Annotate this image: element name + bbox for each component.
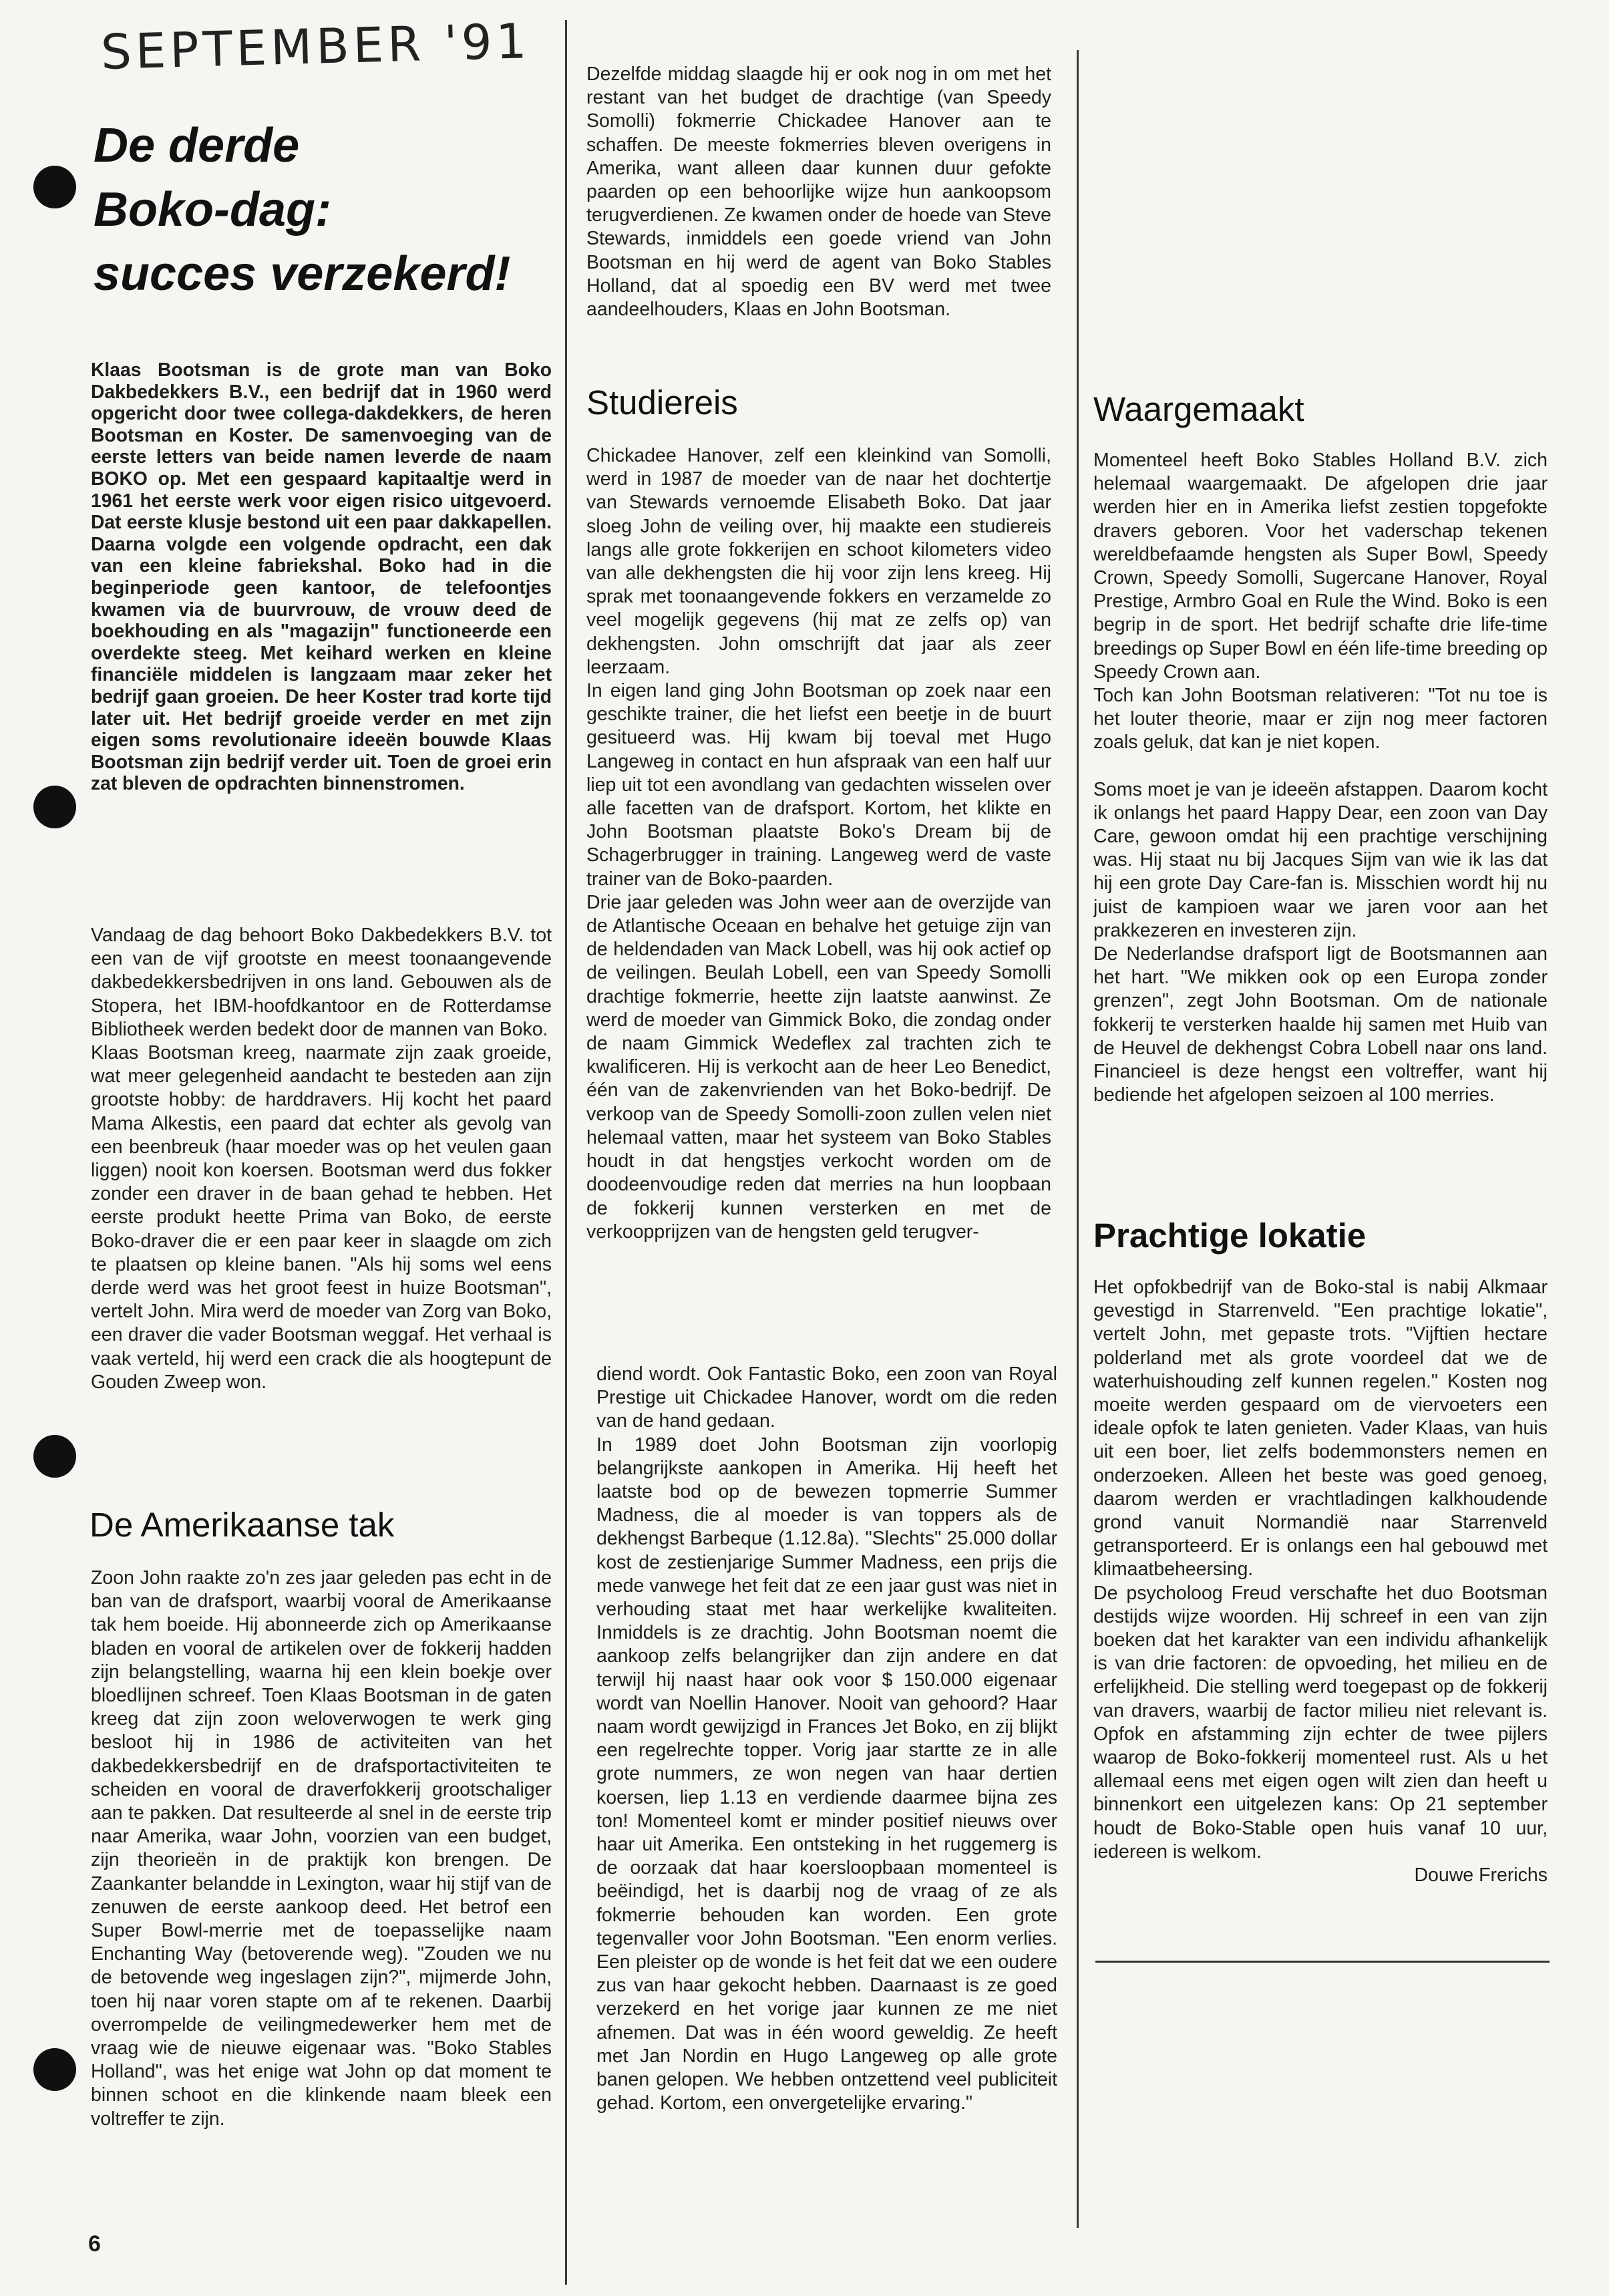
paragraph: Klaas Bootsman kreeg, naarmate zijn zaak groeide, wat meer gelegenheid aandacht te besteden aan zijn grootste hobby: de harddravers. Hij kocht het paard Mama Alkestis, een paard dat echter als gevolg van een beenbreuk (haar moeder was op het veulen gaan liggen) nooit kon koersen. Bootsman werd dus fokker zonder een draver in de baan gehad te hebben. Het eerste produkt heette Prima van Boko, de eerste Boko-draver die er een paar keer in slaagde om zich te plaatsen op kleine banen. "Als hij soms wel eens derde werd was het groot feest in huize Bootsman", vertelt John. Mira werd de moeder van Zorg van Boko, een draver die vader Bootsman weggaf. Het verhaal is vaak verteld, hij werd een crack die als hoogtepunt de Gouden Zweep won. xyxy=(91,1042,552,1393)
handwritten-date: SEPTEMBER '91 xyxy=(100,13,532,80)
punch-hole xyxy=(33,166,76,208)
article-end-rule xyxy=(1095,1961,1550,1963)
author-signature: Douwe Frerichs xyxy=(1414,1864,1548,1887)
paragraph: Chickadee Hanover, zelf een kleinkind van Somolli, werd in 1987 de moeder van de naar het dochtertje van Stewards vernoemde Elisabeth Boko. Dat jaar sloeg John de veiling over, hij maakte een studiereis langs alle grote fokkerijen en schoot kilometers video van alle dekhengsten die hij voor zijn lens kreeg. Hij sprak met toonaangevende fokkers en verzamelde zo veel mogelijk gegevens (hij mat ze zelfs op) van dekhengsten. John omschrijft dat jaar als zeer leerzaam. xyxy=(586,445,1051,678)
article-headline xyxy=(94,114,574,306)
paragraph: In eigen land ging John Bootsman op zoek naar een geschikte trainer, die het liefst een beetje in de buurt gesitueerd was. Hij kwam bij toeval met Hugo Langeweg in contact en hun afspraak van een half uur liep uit tot een avondlang van gedachten wisselen over alle facetten van de drafsport. Kortom, het klikte en John Bootsman plaatste Boko's Dream bij de Schagerbrugger in training. Langeweg werd de vaste trainer van de Boko-paarden. xyxy=(586,680,1051,890)
punch-hole xyxy=(33,1435,76,1478)
subheading-studiereis: Studiereis xyxy=(586,383,738,422)
column-2-top xyxy=(586,63,1051,363)
paragraph: Dezelfde middag slaagde hij er ook nog in om met het restant van het budget de drachtige (van Speedy Somolli) fokmerrie Chickadee Hanover aan te schaffen. De meeste fokmerries bleven overigens in Amerika, want alleen daar kunnen duur gefokte paarden op een behoorlijke wijze hun aankoopsom terugverdienen. Ze kwamen onder de hoede van Steve Stewards, inmiddels een goede vriend van John Bootsman en hij werd de agent van Boko Stables Holland, dat al spoedig een BV werd met twee aandeelhouders, Klaas en John Bootsman. xyxy=(586,63,1051,321)
lead-text: Klaas Bootsman is de grote man van Boko Dakbedekkers B.V., een bedrijf dat in 1960 werd opgericht door twee collega-dakdekkers, de heren Bootsman en Koster. De samenvoeging van de eerste letters van beide namen leverde de naam BOKO op. Met een gespaard kapitaaltje werd in 1961 het eerste werk voor eigen risico uitgevoerd. Dat eerste klusje bestond uit een paar dakkapellen. Daarna volgde een volgende opdracht, een dak van een kleine fabriekshal. Boko had in die beginperiode geen kantoor, de telefoontjes kwamen via de buurvrouw, de vrouw deed de boekhouding en als "magazijn" functioneerde een overdekte steeg. Met keihard werken en kleine financiële middelen is langzaam maar zeker het bedrijf gaan groeien. De heer Koster trad korte tijd later uit. Het bedrijf groeide verder en met zijn eigen soms revolutionaire ideeën bouwde Klaas Bootsman zijn bedrijf verder uit. Toen de groei erin zat bleven de opdrachten binnenstromen. xyxy=(91,359,552,794)
column-3-body-2 xyxy=(1093,1276,1548,1944)
column-1-body xyxy=(91,924,552,1518)
column-3-body xyxy=(1093,449,1548,1190)
column-2-bottom xyxy=(596,1363,1057,2231)
lead-paragraph xyxy=(91,359,552,794)
column-1-body-2 xyxy=(91,1567,552,2208)
paragraph: Vandaag de dag behoort Boko Dakbedekkers B.V. tot een van de vijf grootste en meest toonaangevende dakbedekkersbedrijven in ons land. Gebouwen als de Stopera, het IBM-hoofdkantoor en de Rotterdamse Bibliotheek werden bedekt door de mannen van Boko. xyxy=(91,925,552,1040)
paragraph: Drie jaar geleden was John weer aan de overzijde van de Atlantische Oceaan en behalve het getuige zijn van de heldendaden van Mack Lobell, was hij ook actief op de veilingen. Beulah Lobell, een van Speedy Somolli drachtige fokmerrie, heette zijn laatste aanwinst. Ze werd de moeder van Gimmick Boko, die zondag onder de naam Gimmick Wedeflex zal trachten zich te kwalificeren. Hij is verkocht aan de heer Leo Benedict, één van de zakenvrienden van het Boko-bedrijf. De verkoop van de Speedy Somolli-zoon zullen velen niet helemaal vatten, maar het systeem van Boko Stables houdt in dat hengstjes verkocht worden om de doodeenvoudige reden dat merries na hun loopbaan de fokkerij kunnen versterken en met de verkoopprijzen van de hengsten geld terugver- xyxy=(586,891,1051,1243)
paragraph: De Nederlandse drafsport ligt de Bootsmannen aan het hart. "We mikken ook op een Europa zonder grenzen", zegt John Bootsman. Om de nationale fokkerij te versterken haalde hij samen met Huib van de Heuvel de dekhengst Cobra Lobell naar ons land. Financieel is deze hengst een voltreffer, want hij bediende het afgelopen seizoen al 100 merries. xyxy=(1093,943,1548,1106)
paragraph: Het opfokbedrijf van de Boko-stal is nabij Alkmaar gevestigd in Starrenveld. "Een prachtige lokatie", vertelt John, met gepaste trots. "Vijftien hectare polderland met als grote voordeel dat we de waterhuishouding zelf kunnen regelen." Kosten nog moeite werden gespaard om de viervoeters een ideale opfok te laten genieten. Vader Klaas, van huis uit een boer, liet zelfs bodemmonsters nemen en onderzoeken. Alleen het beste was goed genoeg, daarom werden er vrachtladingen kalkhoudende grond vanuit Normandië naar Starrenveld getransporteerd. Er is onlangs een hal gebouwd met klimaatbeheersing. xyxy=(1093,1277,1548,1581)
paragraph: Soms moet je van je ideeën afstappen. Daarom kocht ik onlangs het paard Happy Dear, een zoon van Day Care, gewoon omdat hij een prachtige verschijning was. Hij staat nu bij Jacques Sijm van wie ik las dat hij een grote Day Care-fan is. Misschien wordt hij nu juist de kampioen waar we jaren voor aan het prakkezeren en investeren zijn. xyxy=(1093,778,1548,941)
paragraph: diend wordt. Ook Fantastic Boko, een zoon van Royal Prestige uit Chickadee Hanover, wordt om die reden van de hand gedaan. xyxy=(596,1363,1057,1432)
column-rule xyxy=(565,20,567,2285)
paragraph: In 1989 doet John Bootsman zijn voorlopig belangrijkste aankopen in Amerika. Hij heeft het laatste bod op de bewezen topmerrie Summer Madness, die al moeder is van toppers als de dekhengst Barbeque (1.12.8a). "Slechts" 25.000 dollar kost de zestienjarige Summer Madness, een prijs die mede vanwege het feit dat ze een jaar gust was niet in verhouding staat met haar werkelijke kwaliteiten. Inmiddels is ze drachtig. John Bootsman noemt die aankoop zelfs belangrijker dan zijn andere en dat terwijl hij naast haar ook voor $ 150.000 eigenaar wordt van Noellin Hanover. Nooit van gehoord? Haar naam wordt gewijzigd in Frances Jet Boko, en zij blijkt een regelrechte topper. Vorig jaar startte ze in alle grote nummers, ze won negen van haar dertien koersen, liep 1.13 en verdiende daarmee bijna zes ton! Momenteel komt er minder positief nieuws over haar uit Amerika. Een ontsteking in het ruggemerg is de oorzaak dat haar koersloopbaan momenteel is beëindigd, het is daarbij nog de vraag of ze als fokmerrie behouden kan worden. Een grote tegenvaller voor John Bootsman. "Een enorm verlies. Een pleister op de wonde is het feit dat we een oudere zus van haar gekocht hebben. Daarnaast is ze goed verzekerd en het vorige jaar kunnen ze me niet afnemen. Dat was in één woord geweldig. Ze heeft met Jan Nordin en Hugo Langeweg op alle grote banen gelopen. We hebben ontzettend veel publiciteit gehad. Kortom, een onvergetelijke ervaring." xyxy=(596,1434,1057,2114)
page-number: 6 xyxy=(88,2231,101,2257)
paragraph: Momenteel heeft Boko Stables Holland B.V. zich helemaal waargemaakt. De afgelopen drie jaar werden hier en in Amerika liefst zestien topgefokte dravers geboren. Voor het vaderschap tekenen wereldbefaamde hengsten als Super Bowl, Speedy Crown, Speedy Somolli, Sugercane Hanover, Royal Prestige, Armbro Goal en Rule the Wind. Boko is een begrip in de sport. Het bedrijf schafte drie life-time breedings op Super Bowl en één life-time breeding op Speedy Crown aan. xyxy=(1093,450,1548,683)
subheading-prachtige-lokatie: Prachtige lokatie xyxy=(1093,1216,1367,1255)
headline-line: Boko-dag: xyxy=(94,183,331,236)
subheading-waargemaakt: Waargemaakt xyxy=(1093,390,1304,428)
subheading-amerikaanse-tak: De Amerikaanse tak xyxy=(90,1506,395,1544)
column-2-body xyxy=(586,444,1051,1346)
punch-hole xyxy=(33,786,76,828)
paragraph: De psycholoog Freud verschafte het duo Bootsman destijds wijze woorden. Hij schreef in een van zijn boeken dat het karakter van een individu afhankelijk is van drie factoren: de opvoeding, het milieu en de erfelijkheid. Die stelling werd toegepast op de fokkerij van dravers, waarbij de factor milieu niet relevant is. Opfok en afstamming zijn echter de twee pijlers waarop de Boko-fokkerij momenteel rust. Als u het allemaal eens met eigen ogen wilt zien dan heeft u binnenkort een uitgelezen kans: Op 21 september houdt de Boko-Stable open huis vanaf 10 uur, iedereen is welkom. xyxy=(1093,1582,1548,1862)
column-rule xyxy=(1077,50,1079,2228)
headline-line: De derde xyxy=(94,119,300,172)
paragraph: Zoon John raakte zo'n zes jaar geleden pas echt in de ban van de drafsport, waarbij vooral de Amerikaanse tak hem boeide. Hij abonneerde zich op Amerikaanse bladen en vooral de artikelen over de fokkerij hadden zijn belangstelling, waarna hij een klein boekje over bloedlijnen schreef. Toen Klaas Bootsman in de gaten kreeg dat zijn zoon weloverwogen te werk ging besloot hij in 1986 de activiteiten van het dakbedekkersbedrijf en de drafsportactiviteiten te scheiden en vooral de draverfokkerij grootschaliger aan te pakken. Dat resulteerde al snel in de eerste trip naar Amerika, waar John, voorzien van een budget, zijn theorieën in de praktijk kon brengen. De Zaankanter belandde in Lexington, waar hij stijf van de zenuwen de eerste aankoop deed. Het betrof een Super Bowl-merrie met de toepasselijke naam Enchanting Way (betoverende weg). "Zouden we nu de betovende weg ingeslagen zijn?", mijmerde John, toen hij naar voren stapte om af te rekenen. Daarbij overrompelde de veilingmedewerker hem met de vraag wie de nieuwe eigenaar was. "Boko Stables Holland", was het enige wat John op dat moment te binnen schoot en die klinkende naam bleek een voltreffer te zijn. xyxy=(91,1567,552,2130)
paragraph: Toch kan John Bootsman relativeren: "Tot nu toe is het louter theorie, maar er zijn nog meer factoren zoals geluk, dat kan je niet kopen. xyxy=(1093,685,1548,754)
headline-line: succes verzekerd! xyxy=(94,247,511,301)
punch-hole xyxy=(33,2048,76,2091)
